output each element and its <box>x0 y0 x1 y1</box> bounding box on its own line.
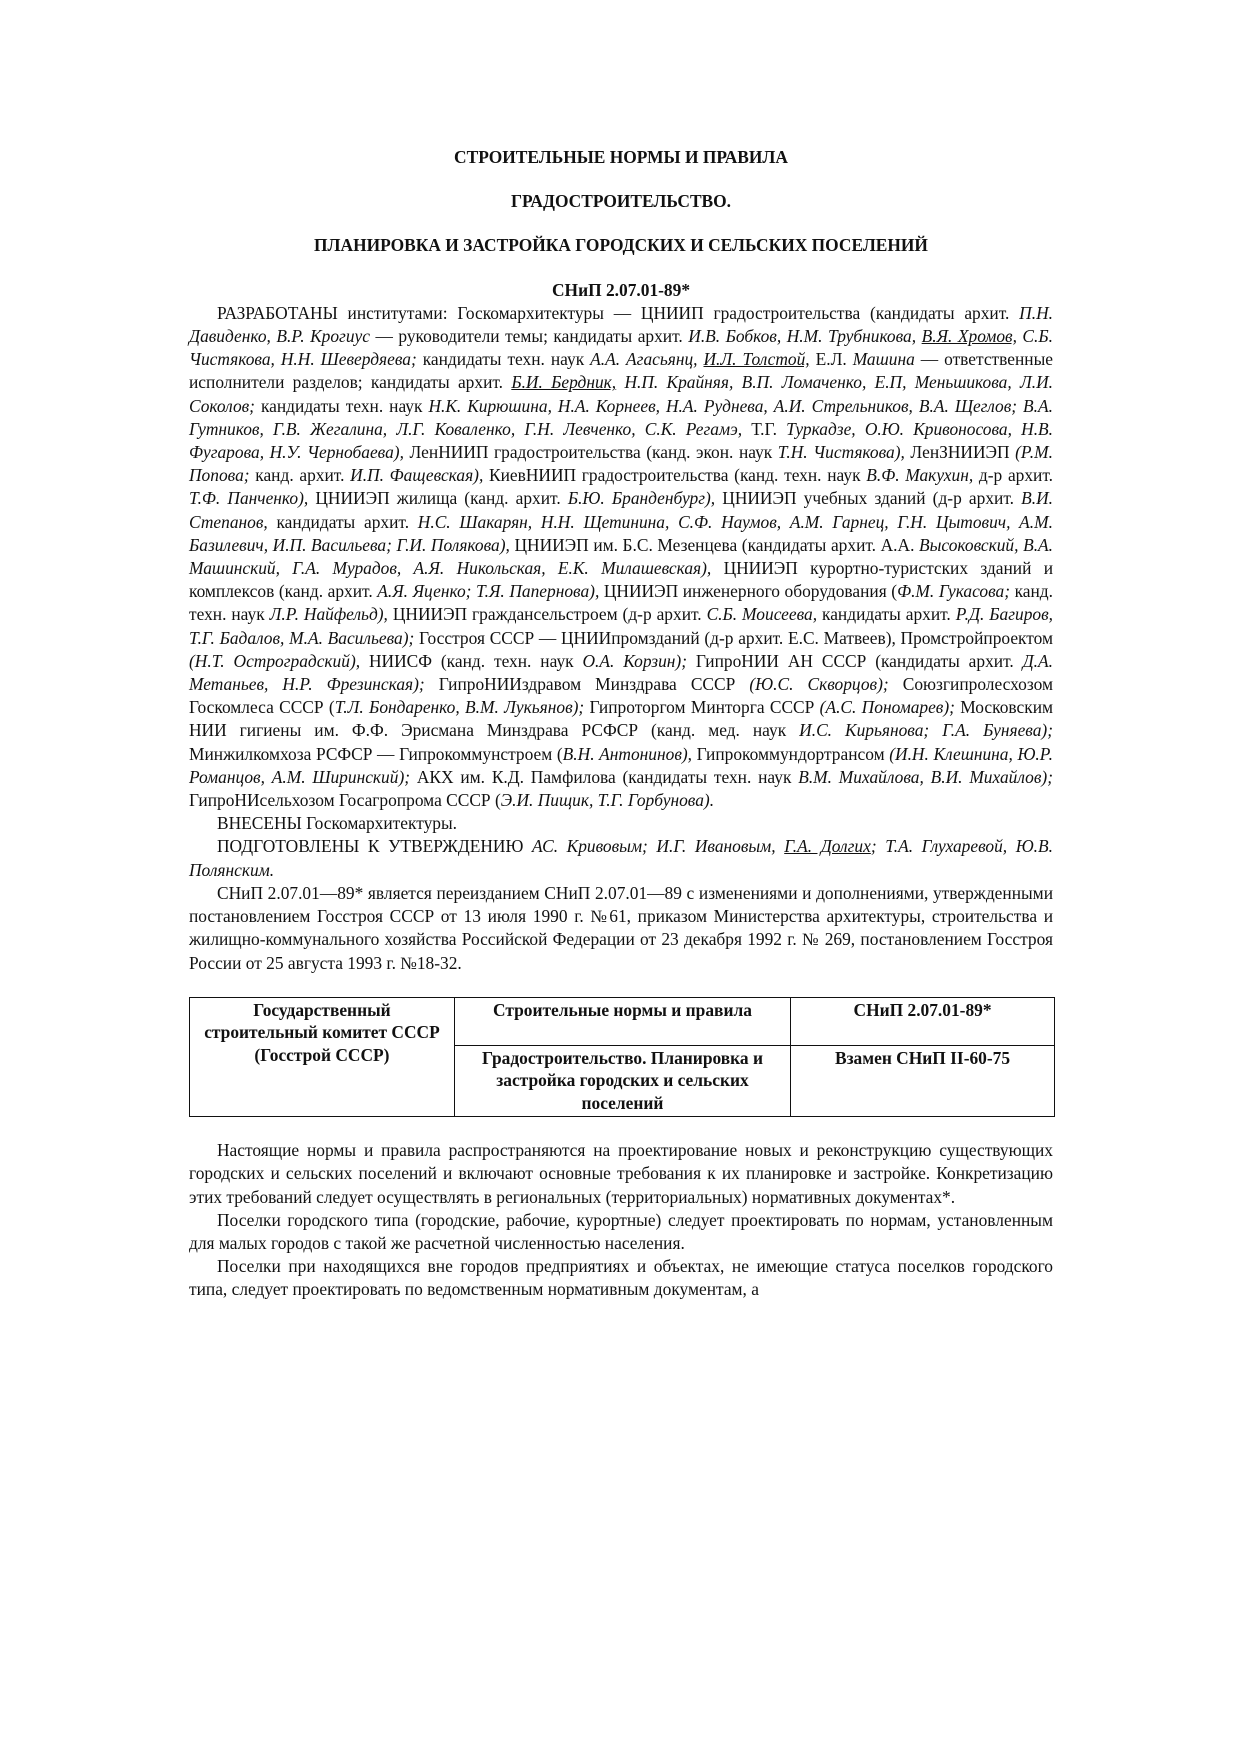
person-names: (И.Н. Клешнина, Ю.Р. Романцов, А.М. Ширинский); <box>189 743 1053 787</box>
person-names: АС. Кривовым; И.Г. Ивановым, <box>531 836 785 857</box>
person-names: Б.И. Бердник, <box>511 372 617 393</box>
text-run: кандидаты техн. наук <box>254 395 429 416</box>
text-run: ГипроНИсельхозом Госагропрома СССР ( <box>189 790 501 811</box>
person-names: В.И. Степанов, <box>189 488 1053 532</box>
prepared-paragraph <box>189 835 1053 881</box>
text-run: ГипроНИИздравом Минздрава СССР <box>424 674 750 695</box>
person-names: Т.Ф. Панченко), <box>189 488 309 509</box>
text-run: ЦНИИЭП им. Б.С. Мезенцева (кандидаты архит. А.А. <box>509 534 920 555</box>
person-names: П.Н. Давиденко, В.Р. Крогиус <box>189 302 1053 347</box>
text-run: канд. техн. наук <box>189 581 1053 625</box>
person-names: (А.С. Пономарев); <box>819 697 955 718</box>
reissue-paragraph: СНиП 2.07.01—89* является переизданием СНиП 2.07.01—89 с изменениями и дополнениями, утвержденными постановлением Госстроя СССР от 13 июля 1990 г. №61, приказом Министерства архитектуры, строительства и жилищно-коммунального хозяйства Российской Федерации от 23 декабря 1992 г. № 269, постановлением Госстроя России от 25 августа 1993 г. №18-32. <box>189 882 1053 973</box>
person-names: Р.Д. Багиров, Т.Г. Бадалов, М.А. Васильева); <box>189 604 1054 648</box>
replaces-cell: Взамен СНиП II-60-75 <box>791 1045 1055 1117</box>
person-names: Т.Л. Бондаренко, В.М. Лукьянов); <box>334 697 585 718</box>
text-run: — ответственные исполнители разделов; кандидаты архит. <box>189 349 1053 393</box>
person-names: А.Я. Яценко; Т.Я. Папернова), <box>377 581 600 602</box>
text-run: Е.Л. <box>809 349 853 370</box>
text-run: кандидаты архит. <box>817 604 956 625</box>
text-run: ЦНИИЭП граждансельстроем (д-р архит. <box>387 604 707 625</box>
text-run: Гипрокоммундортрансом <box>692 743 890 764</box>
person-names: Н.П. Крайняя, В.П. Ломаченко, Е.П, Меньшикова, Л.И. Соколов; <box>189 372 1054 416</box>
urban-settlements-paragraph: Поселки городского типа (городские, рабочие, курортные) следует проектировать по нормам, установленным для малых городов с такой же расчетной численностью населения. <box>189 1209 1053 1254</box>
person-names: Высоковский, В.А. Машинский, Г.А. Мурадов, А.Я. Никольская, Е.К. Милашевская), <box>189 534 1054 579</box>
text-run: ГипроНИИ АН СССР (кандидаты архит. <box>687 650 1023 671</box>
norms-cell: Строительные нормы и правила <box>454 997 790 1045</box>
text-run: РАЗРАБОТАНЫ институтами: Госкомархитектуры — ЦНИИП градостроительства (кандидаты архит. <box>217 302 1020 323</box>
person-names: О.А. Корзин); <box>582 650 687 671</box>
doc-title-norms: СТРОИТЕЛЬНЫЕ НОРМЫ И ПРАВИЛА <box>454 147 788 167</box>
person-names: И.Л. Толстой, <box>703 349 810 370</box>
person-names: С.Б. Моисеева, <box>706 604 818 625</box>
person-names: Машина <box>852 349 915 370</box>
text-run: ЦНИИЭП инженерного оборудования ( <box>599 581 898 602</box>
person-names: И.П. Фащевская), <box>350 465 484 486</box>
code-cell: СНиП 2.07.01-89* <box>791 997 1055 1045</box>
text-run: ЛенНИИП градостроительства (канд. экон. наук <box>403 442 778 463</box>
doc-title-planning: ПЛАНИРОВКА И ЗАСТРОЙКА ГОРОДСКИХ И СЕЛЬСКИХ ПОСЕЛЕНИЙ <box>314 235 928 256</box>
text-run: Госстроя СССР — ЦНИИпромзданий (д-р архит. Е.С. Матвеев), Промстройпроектом <box>414 627 1053 648</box>
person-names: Н.С. Шакарян, Н.Н. Щетинина, С.Ф. Наумов, А.М. Гарнец, Г.Н. Цытович, А.М. Базилевич, И.П. Васильева; Г.И. Полякова), <box>189 511 1053 555</box>
text-run: Минжилкомхоза РСФСР — Гипрокоммунстроем ( <box>189 743 563 764</box>
identification-table <box>189 997 1055 1118</box>
text-run: ЦНИИЭП курортно-туристских зданий и комплексов (канд. архит. <box>189 558 1054 602</box>
text-run: КиевНИИП градостроительства (канд. техн. наук <box>483 465 867 486</box>
developed-by-paragraph <box>189 302 1053 812</box>
text-run: кандидаты архит. <box>267 511 418 532</box>
text-run: ЦНИИЭП жилища (канд. архит. <box>308 488 568 509</box>
subject-cell: Градостроительство. Планировка и застройка городских и сельских поселений <box>454 1045 790 1117</box>
text-run: Т.Г. <box>742 418 787 439</box>
scope-paragraph: Настоящие нормы и правила распространяются на проектирование новых и реконструкцию существующих городских и сельских поселений и включают основные требования к их планировке и застройке. Конкретизацию этих требований следует осуществлять в региональных (территориальных) нормативных документах*. <box>189 1140 1053 1207</box>
person-names: (Ю.С. Скворцов); <box>749 674 889 695</box>
text-run: — руководители темы; кандидаты архит. <box>369 326 689 347</box>
person-names: В.М. Михайлова, В.И. Михайлов); <box>798 766 1053 787</box>
document-page <box>189 146 1053 1302</box>
person-names: И.С. Кирьянова; Г.А. Буняева); <box>799 720 1053 741</box>
person-names: Э.И. Пищик, Т.Г. Горбунова). <box>500 790 715 811</box>
text-run: кандидаты техн. наук <box>416 349 591 370</box>
text-run: канд. архит. <box>249 465 351 486</box>
committee-cell: Государственный строительный комитет СССР (Госстрой СССР) <box>190 997 455 1117</box>
doc-title-urban: ГРАДОСТРОИТЕЛЬСТВО. <box>510 191 732 212</box>
person-names: Туркадзе, О.Ю. Кривоносова, Н.В. Фугарова, Н.У. Чернобаева), <box>189 418 1054 463</box>
introduced-paragraph: ВНЕСЕНЫ Госкомархитектуры. <box>217 813 458 834</box>
person-names: В.Н. Антонинов), <box>562 743 693 764</box>
person-names: Л.Р. Найфельд), <box>269 604 388 625</box>
text-run: ЛенЗНИИЭП <box>904 442 1016 463</box>
person-names: (Р.М. Попова; <box>189 442 1053 486</box>
text-run: АКХ им. К.Д. Памфилова (кандидаты техн. наук <box>410 766 799 787</box>
person-names: (Н.Т. Остроградский), <box>189 650 361 671</box>
person-names: А.А. Агасьянц, <box>590 349 704 370</box>
person-names: Д.А. Метаньев, Н.Р. Фрезинская); <box>189 650 1053 695</box>
enterprise-settlements-paragraph: Поселки при находящихся вне городов предприятиях и объектах, не имеющие статуса поселков городского типа, следует проектировать по ведомственным нормативным документам, а <box>189 1256 1053 1300</box>
person-names: Н.К. Кирюшина, Н.А. Корнеев, Н.А. Руднева, А.И. Стрельников, В.А. Щеглов; В.А. Гутников, Г.В. Жегалина, Л.Г. Коваленко, Г.Н. Левченко, С.К. Регамэ, <box>189 395 1053 439</box>
person-names: В.Я. Хромов, <box>921 326 1017 347</box>
text-run: Московским НИИ гигиены им. Ф.Ф. Эрисмана Минздрава РСФСР (канд. мед. наук <box>189 697 1053 741</box>
text-run: Союзгипролесхозом Госкомлеса СССР ( <box>189 674 1053 718</box>
person-names: Б.Ю. Бранденбург), <box>567 488 716 509</box>
person-names: В.Ф. Макухин, <box>866 465 974 486</box>
person-names: И.В. Бобков, Н.М. Трубникова, <box>688 326 922 347</box>
text-run: НИИСФ (канд. техн. наук <box>360 650 583 671</box>
text-run: ПОДГОТОВЛЕНЫ К УТВЕРЖДЕНИЮ <box>217 836 532 857</box>
person-names: Ф.М. Гукасова; <box>897 581 1010 602</box>
person-names: Г.А. Долгих <box>784 836 871 857</box>
text-run: д-р архит. <box>973 465 1054 486</box>
person-names: ; Т.А. Глухаревой, Ю.В. Полянским. <box>189 836 1053 880</box>
person-names: С.Б. Чистякова, Н.Н. Шевердяева; <box>189 326 1053 370</box>
text-run: ЦНИИЭП учебных зданий (д-р архит. <box>715 488 1022 509</box>
text-run: Гипроторгом Минторга СССР <box>584 697 820 718</box>
person-names: Т.Н. Чистякова), <box>777 442 905 463</box>
doc-code: СНиП 2.07.01-89* <box>551 279 691 300</box>
